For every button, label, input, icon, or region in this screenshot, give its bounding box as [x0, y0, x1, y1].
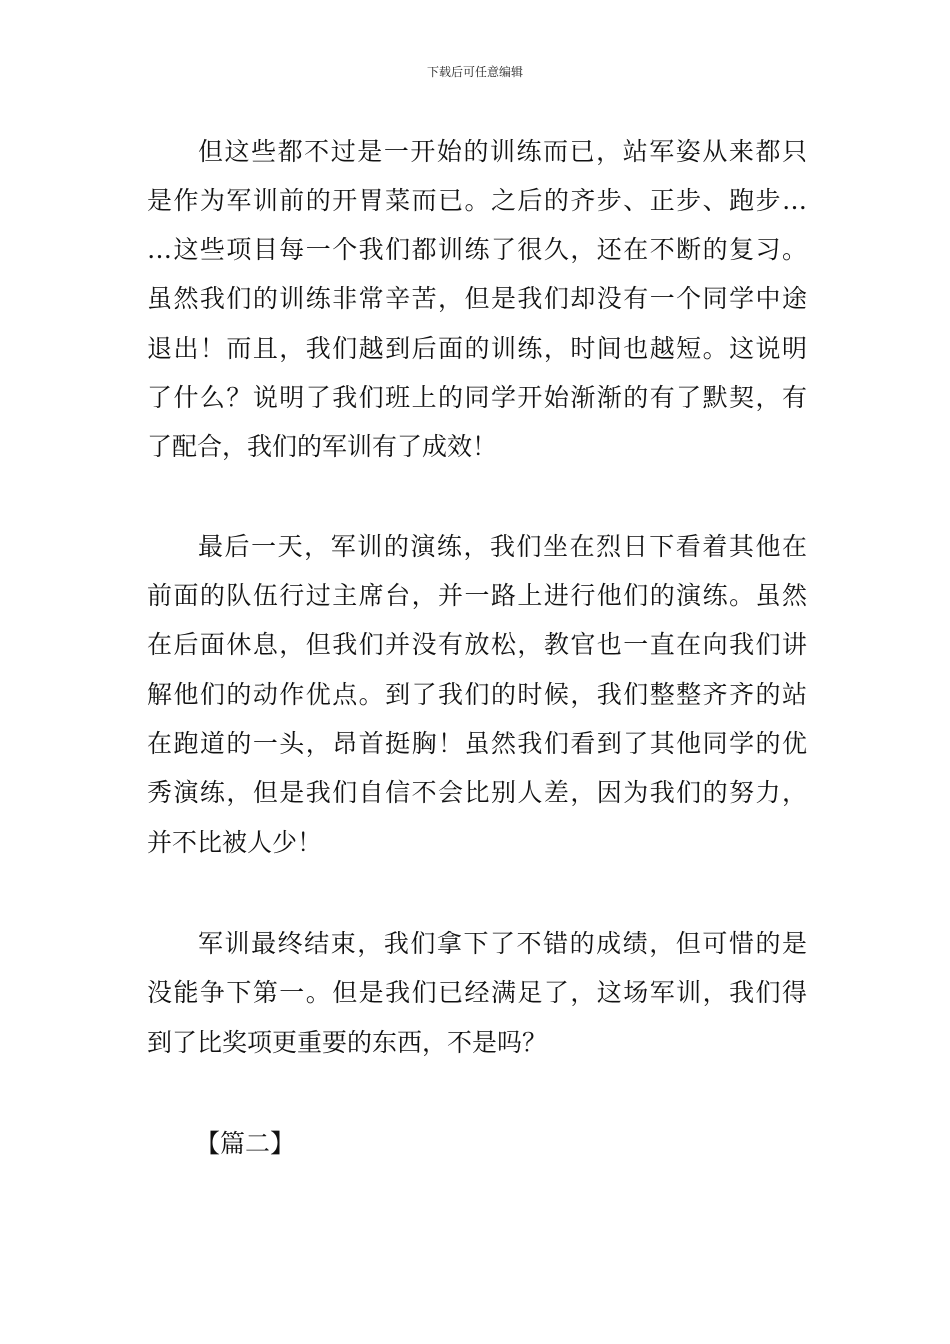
paragraph-line: 到了比奖项更重要的东西，不是吗？: [147, 1028, 548, 1057]
paragraph-line: 了什么？说明了我们班上的同学开始渐渐的有了默契，有: [147, 383, 807, 412]
paragraph-line: 在跑道的一头，昂首挺胸！虽然我们看到了其他同学的优: [147, 729, 807, 758]
paragraph-line: 是作为军训前的开胃菜而已。之后的齐步、正步、跑步…: [147, 186, 807, 215]
paragraph-line: 前面的队伍行过主席台，并一路上进行他们的演练。虽然: [147, 581, 807, 610]
paragraph-line: 但这些都不过是一开始的训练而已，站军姿从来都只: [198, 137, 807, 166]
paragraph-line: 了配合，我们的军训有了成效！: [147, 432, 498, 461]
paragraph-line: 军训最终结束，我们拿下了不错的成绩，但可惜的是: [198, 929, 807, 958]
paragraph-line: 没能争下第一。但是我们已经满足了，这场军训，我们得: [147, 978, 807, 1007]
paragraph-line: 退出！而且，我们越到后面的训练，时间也越短。这说明: [147, 334, 807, 363]
paragraph-line: 并不比被人少！: [147, 828, 323, 857]
page-header: 下载后可任意编辑: [426, 65, 523, 79]
paragraph-line: …这些项目每一个我们都训练了很久，还在不断的复习。: [147, 235, 807, 264]
paragraph-line: 秀演练，但是我们自信不会比别人差，因为我们的努力，: [147, 778, 807, 807]
section-heading: 【篇二】: [195, 1129, 296, 1158]
paragraph-line: 最后一天，军训的演练，我们坐在烈日下看着其他在: [198, 532, 807, 561]
paragraph-line: 解他们的动作优点。到了我们的时候，我们整整齐齐的站: [147, 680, 807, 709]
paragraph-line: 在后面休息，但我们并没有放松，教官也一直在向我们讲: [147, 630, 807, 659]
paragraph-line: 虽然我们的训练非常辛苦，但是我们却没有一个同学中途: [147, 284, 807, 313]
